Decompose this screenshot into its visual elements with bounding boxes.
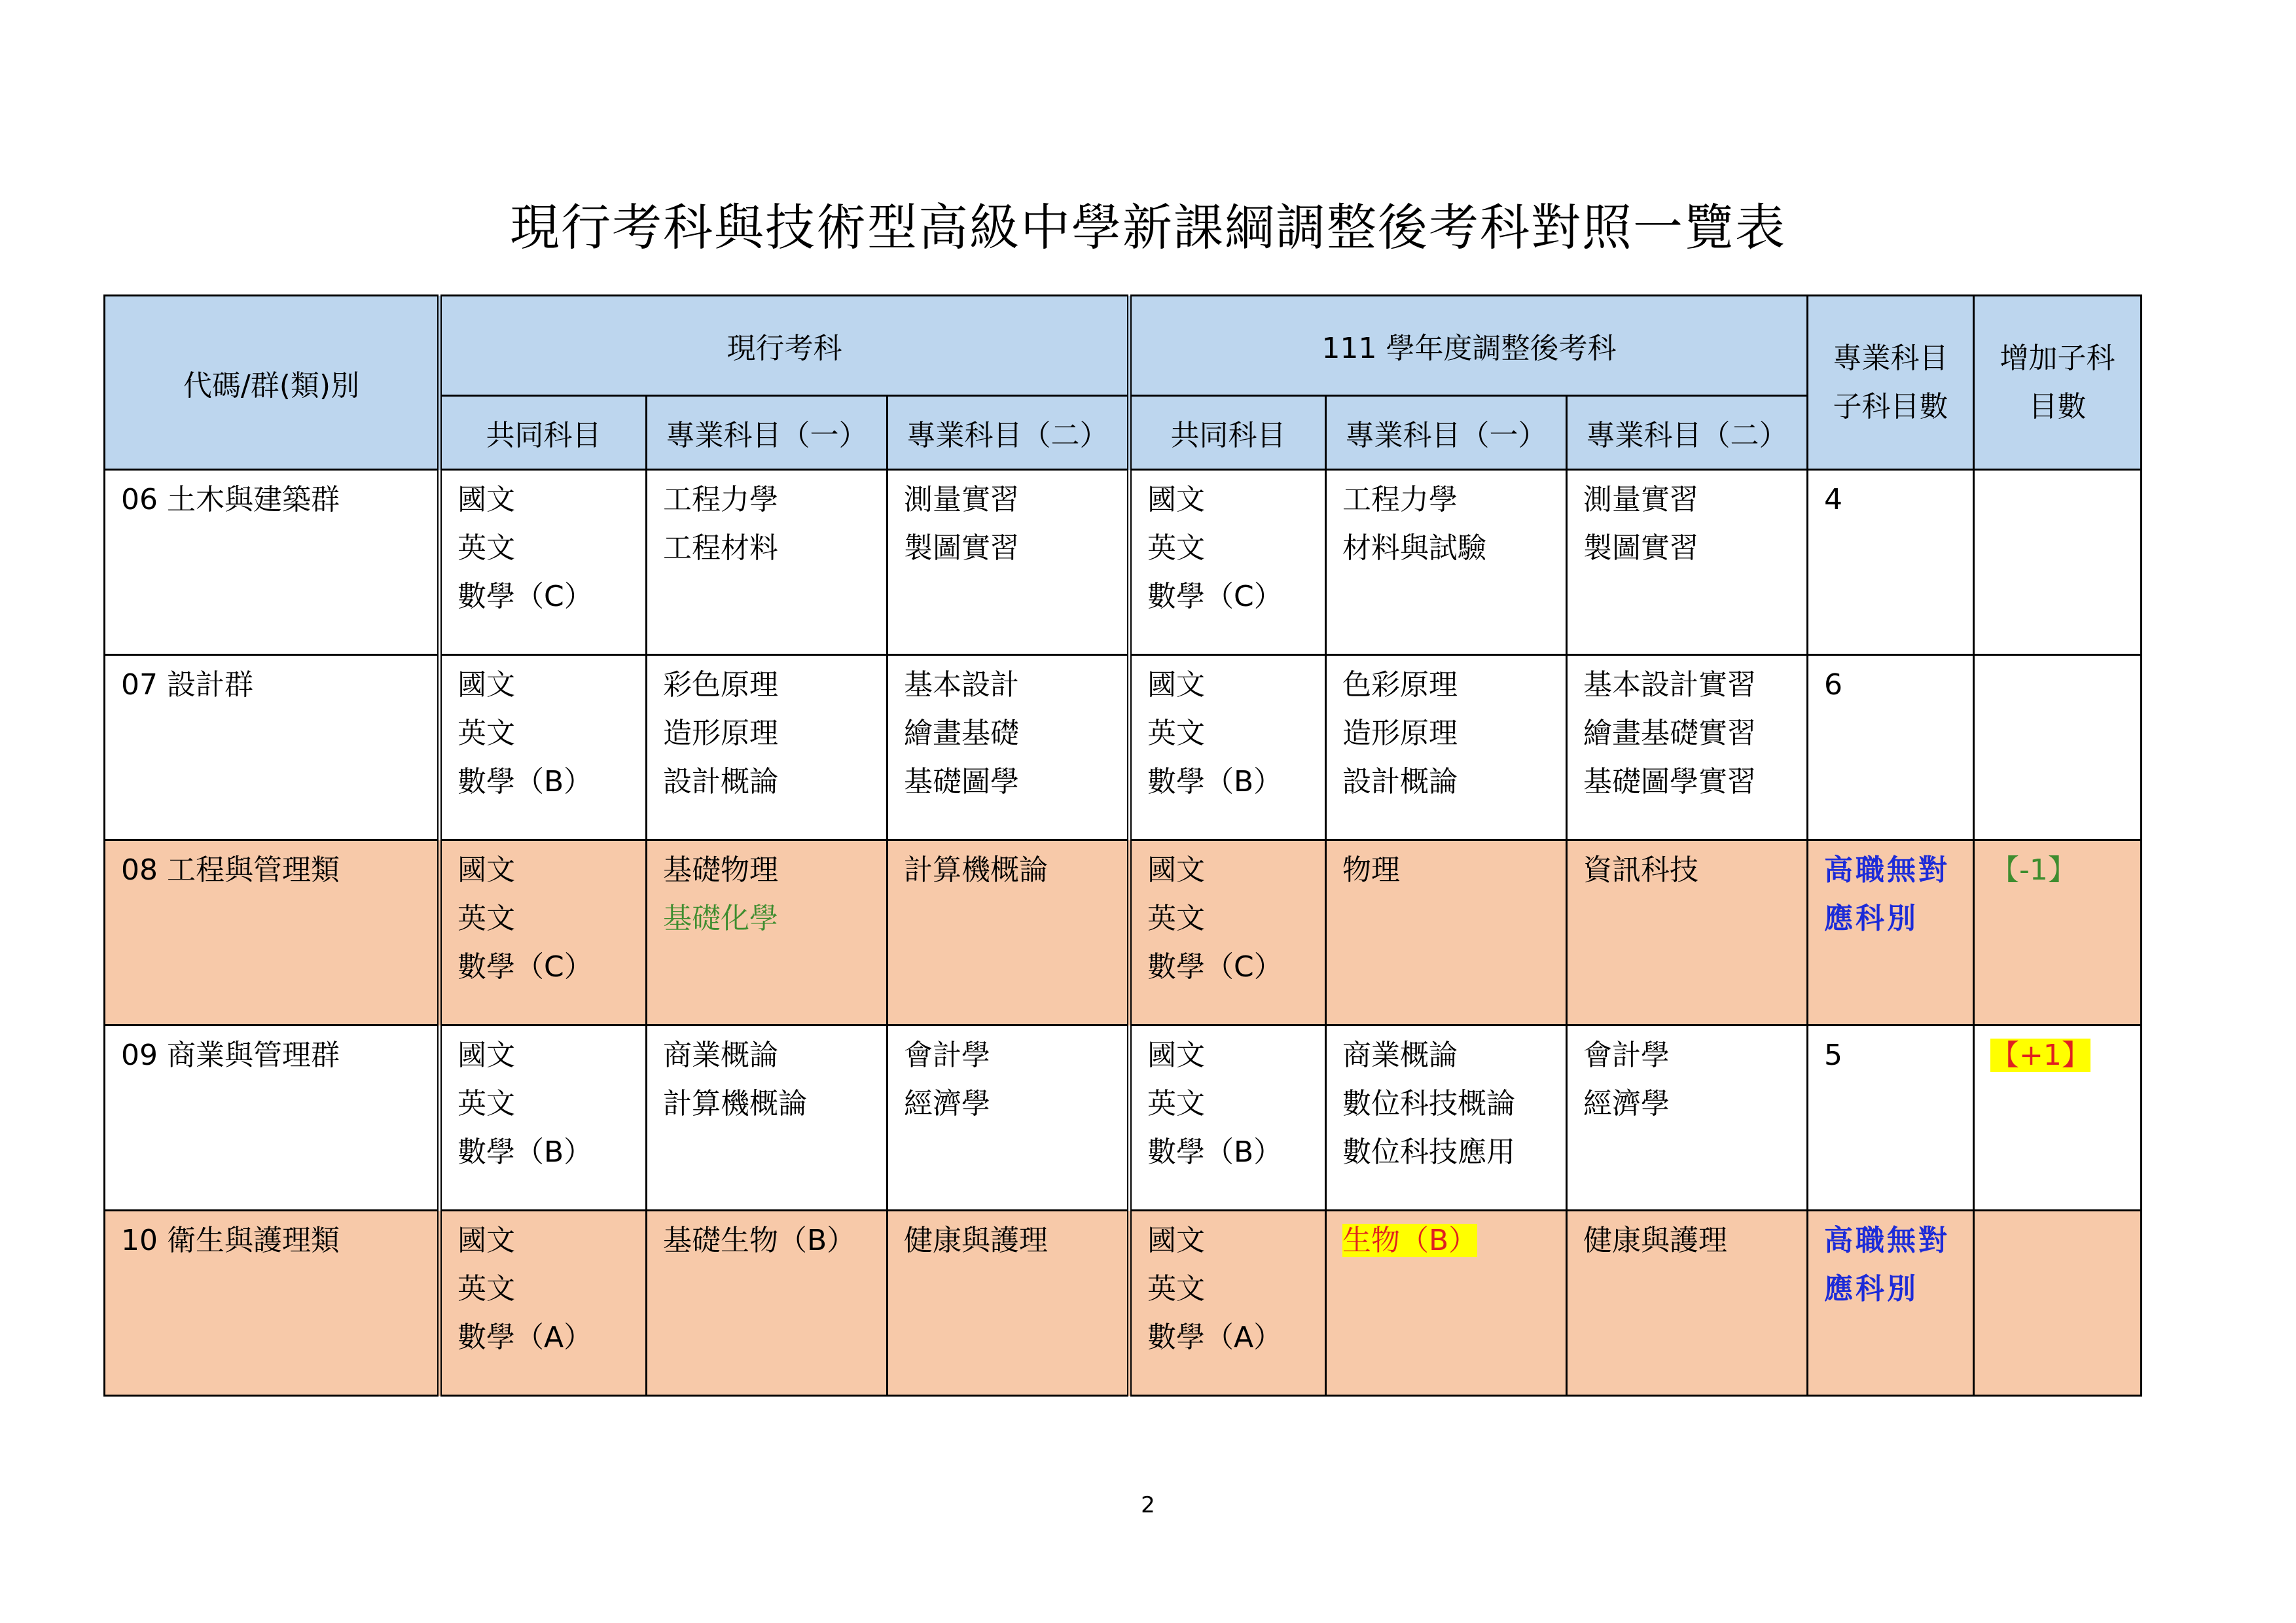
subject: 商業概論 — [1342, 1039, 1458, 1072]
subject: 資訊科技 — [1583, 853, 1698, 887]
subject: 彩色原理 — [663, 668, 778, 702]
subject: 健康與護理 — [1583, 1224, 1727, 1257]
subject: 英文 — [1147, 717, 1205, 750]
subject: 英文 — [457, 902, 515, 935]
new-common-cell — [1130, 655, 1326, 840]
table-row — [105, 840, 2142, 1026]
subject: 基礎圖學 — [904, 765, 1019, 798]
cur-prof1-cell — [647, 1026, 888, 1211]
new-common-cell — [1130, 470, 1326, 655]
cur-prof1-cell — [647, 840, 888, 1026]
subject: 製圖實習 — [904, 531, 1019, 565]
subject: 數學（C） — [1147, 950, 1283, 984]
subject: 英文 — [1147, 531, 1205, 565]
subject: 健康與護理 — [904, 1224, 1048, 1257]
header-added-count — [1974, 296, 2142, 470]
comparison-table — [103, 294, 2142, 1397]
subject: 國文 — [457, 853, 515, 887]
subject: 經濟學 — [904, 1087, 990, 1120]
subject: 數學（C） — [457, 580, 593, 613]
group-cell: 08 工程與管理類 — [105, 840, 440, 1026]
cur-prof2-cell — [888, 1026, 1130, 1211]
cur-prof1-cell — [647, 655, 888, 840]
subject: 數學（A） — [457, 1321, 593, 1354]
subject: 數位科技應用 — [1342, 1135, 1515, 1169]
cur-prof2-cell — [888, 1211, 1130, 1396]
new-prof2-cell — [1567, 1211, 1808, 1396]
table-row — [105, 1211, 2142, 1396]
count-cell — [1808, 840, 1974, 1026]
cur-common-cell — [440, 1026, 647, 1211]
subject: 國文 — [457, 1224, 515, 1257]
subject: 國文 — [1147, 1224, 1205, 1257]
new-common-cell — [1130, 840, 1326, 1026]
subject: 工程材料 — [663, 531, 778, 565]
header-cur-prof2: 專業科目（二） — [888, 396, 1130, 470]
count-cell — [1808, 1211, 1974, 1396]
count-cell: 6 — [1808, 655, 1974, 840]
subject: 英文 — [1147, 902, 1205, 935]
subject: 數學（B） — [1147, 1135, 1283, 1169]
cur-prof1-cell — [647, 1211, 888, 1396]
page-number: 2 — [1141, 1492, 1155, 1518]
subject: 國文 — [1147, 1039, 1205, 1072]
added-badge: 【+1】 — [1990, 1039, 2090, 1072]
subject: 英文 — [457, 717, 515, 750]
subject: 會計學 — [1583, 1039, 1670, 1072]
header-sub-count-line1: 專業科目 — [1833, 341, 1948, 375]
subject: 基礎生物（B） — [663, 1224, 856, 1257]
header-group-code: 代碼/群(類)別 — [105, 296, 440, 470]
subject: 數學（A） — [1147, 1321, 1283, 1354]
new-prof2-cell — [1567, 1026, 1808, 1211]
added-cell — [1974, 1026, 2142, 1211]
header-sub-count — [1808, 296, 1974, 470]
no-match-note: 高職無對應科別 — [1824, 853, 1950, 935]
header-cur-prof1: 專業科目（一） — [647, 396, 888, 470]
new-prof2-cell — [1567, 840, 1808, 1026]
cur-common-cell — [440, 470, 647, 655]
subject: 工程力學 — [663, 483, 778, 516]
subject: 繪畫基礎 — [904, 717, 1019, 750]
header-adjusted-subjects: 111 學年度調整後考科 — [1130, 296, 1808, 396]
cur-common-cell — [440, 840, 647, 1026]
header-new-common: 共同科目 — [1130, 396, 1326, 470]
subject: 國文 — [457, 1039, 515, 1072]
header-new-prof2: 專業科目（二） — [1567, 396, 1808, 470]
cur-prof2-cell — [888, 470, 1130, 655]
subject: 設計概論 — [663, 765, 778, 798]
subject: 基礎圖學實習 — [1583, 765, 1756, 798]
subject: 製圖實習 — [1583, 531, 1698, 565]
subject: 會計學 — [904, 1039, 990, 1072]
subject: 工程力學 — [1342, 483, 1458, 516]
subject: 物理 — [1342, 853, 1400, 887]
subject: 國文 — [457, 483, 515, 516]
subject: 數學（C） — [1147, 580, 1283, 613]
subject: 造形原理 — [1342, 717, 1458, 750]
page-title: 現行考科與技術型高級中學新課綱調整後考科對照一覽表 — [510, 198, 1786, 257]
added-badge: 【-1】 — [1990, 853, 2077, 887]
cur-prof1-cell — [647, 470, 888, 655]
count-cell: 5 — [1808, 1026, 1974, 1211]
removed-subject: 基礎化學 — [663, 902, 778, 935]
subject: 計算機概論 — [904, 853, 1048, 887]
group-cell: 06 土木與建築群 — [105, 470, 440, 655]
subject: 基本設計 — [904, 668, 1019, 702]
subject: 測量實習 — [904, 483, 1019, 516]
subject: 數學（B） — [1147, 765, 1283, 798]
added-cell — [1974, 840, 2142, 1026]
subject: 商業概論 — [663, 1039, 778, 1072]
header-added-line2: 目數 — [2028, 389, 2087, 423]
cur-prof2-cell — [888, 655, 1130, 840]
no-match-note: 高職無對應科別 — [1824, 1224, 1950, 1306]
subject: 數學（B） — [457, 765, 593, 798]
group-cell: 09 商業與管理群 — [105, 1026, 440, 1211]
subject: 基礎物理 — [663, 853, 778, 887]
new-common-cell — [1130, 1211, 1326, 1396]
subject: 測量實習 — [1583, 483, 1698, 516]
subject: 英文 — [457, 531, 515, 565]
subject: 國文 — [457, 668, 515, 702]
header-new-prof1: 專業科目（一） — [1326, 396, 1567, 470]
table-row — [105, 1026, 2142, 1211]
header-cur-common: 共同科目 — [440, 396, 647, 470]
cur-common-cell — [440, 1211, 647, 1396]
subject: 繪畫基礎實習 — [1583, 717, 1756, 750]
group-cell: 10 衛生與護理類 — [105, 1211, 440, 1396]
new-prof2-cell — [1567, 470, 1808, 655]
new-prof1-cell — [1326, 1026, 1567, 1211]
header-added-line1: 增加子科 — [2000, 341, 2115, 375]
subject: 英文 — [457, 1272, 515, 1306]
subject: 國文 — [1147, 853, 1205, 887]
new-prof1-cell — [1326, 1211, 1567, 1396]
subject: 國文 — [1147, 668, 1205, 702]
table-row — [105, 470, 2142, 655]
subject: 材料與試驗 — [1342, 531, 1486, 565]
cur-common-cell — [440, 655, 647, 840]
new-common-cell — [1130, 1026, 1326, 1211]
subject: 英文 — [1147, 1272, 1205, 1306]
subject: 英文 — [457, 1087, 515, 1120]
changed-subject: 生物（B） — [1342, 1224, 1478, 1257]
count-cell: 4 — [1808, 470, 1974, 655]
table-row — [105, 655, 2142, 840]
subject: 基本設計實習 — [1583, 668, 1756, 702]
added-cell — [1974, 470, 2142, 655]
header-sub-count-line2: 子科目數 — [1833, 389, 1948, 423]
subject: 數位科技概論 — [1342, 1087, 1515, 1120]
group-cell: 07 設計群 — [105, 655, 440, 840]
subject: 數學（B） — [457, 1135, 593, 1169]
new-prof1-cell — [1326, 470, 1567, 655]
subject: 經濟學 — [1583, 1087, 1670, 1120]
cur-prof2-cell — [888, 840, 1130, 1026]
subject: 色彩原理 — [1342, 668, 1458, 702]
header-current-subjects: 現行考科 — [440, 296, 1130, 396]
subject: 英文 — [1147, 1087, 1205, 1120]
new-prof2-cell — [1567, 655, 1808, 840]
added-cell — [1974, 1211, 2142, 1396]
added-cell — [1974, 655, 2142, 840]
subject: 國文 — [1147, 483, 1205, 516]
new-prof1-cell — [1326, 655, 1567, 840]
subject: 造形原理 — [663, 717, 778, 750]
subject: 數學（C） — [457, 950, 593, 984]
new-prof1-cell — [1326, 840, 1567, 1026]
subject: 設計概論 — [1342, 765, 1458, 798]
subject: 計算機概論 — [663, 1087, 807, 1120]
